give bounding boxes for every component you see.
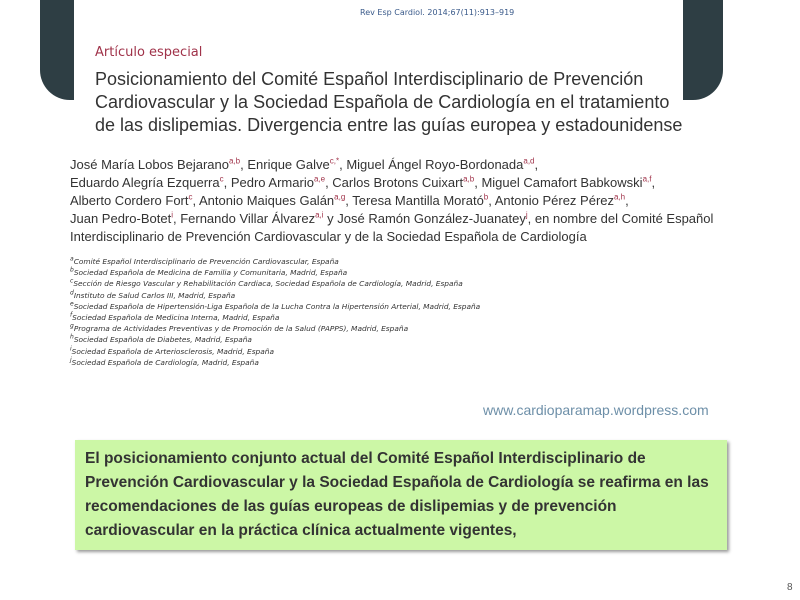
affiliation-text: Sección de Riesgo Vascular y Rehabilitación Cardiaca, Sociedad Española de Cardiología, Madrid, España (73, 279, 463, 289)
author-affiliation-marker: c (219, 174, 224, 184)
author-separator: , (625, 193, 629, 208)
author-separator: y (323, 211, 338, 226)
source-url[interactable]: www.cardioparamap.wordpress.com (483, 402, 709, 418)
affiliation-text: Sociedad Española de Medicina Interna, Madrid, España (72, 313, 280, 323)
author-separator: , (172, 211, 181, 226)
author-name: Miguel Ángel Royo-Bordonada (346, 157, 524, 172)
author-separator: , (223, 175, 231, 190)
affiliation-key: a (70, 255, 74, 263)
author-name: Eduardo Alegría Ezquerra (70, 175, 220, 190)
affiliation-text: Programa de Actividades Preventivas y de Promoción de la Salud (PAPPS), Madrid, España (73, 324, 409, 334)
author-separator: , (325, 175, 333, 190)
author-affiliation-marker: a,e (313, 174, 326, 184)
author-name: Antonio Maiques Galán (199, 193, 335, 208)
highlight-box: El posicionamiento conjunto actual del Comité Español Interdisciplinario de Prevención Cardiovascular y la Sociedad Española de Cardiología se reafirma en las recomendaciones de las guías europeas de dislipemias y de prevención cardiovascular en la práctica clínica actualmente vigentes, (75, 440, 727, 550)
affiliation-item (70, 301, 710, 312)
author-affiliation-marker: a,f (642, 174, 652, 184)
affiliation-key: b (70, 266, 74, 274)
author-name: Carlos Brotons Cuixart (332, 175, 464, 190)
affiliation-item (70, 278, 710, 289)
affiliation-item (70, 290, 710, 301)
affiliation-key: d (70, 289, 74, 297)
affiliation-item (70, 256, 710, 267)
author-list (70, 156, 770, 246)
author-name: Enrique Galve (247, 157, 330, 172)
author-name: Fernando Villar Álvarez (180, 211, 316, 226)
author-affiliation-marker: a,b (463, 174, 475, 184)
affiliation-text: Sociedad Española de Hipertensión-Liga Española de la Lucha Contra la Hipertensión Arterial, Madrid, España (73, 301, 481, 311)
author-separator: , (488, 193, 495, 208)
author-affiliation-marker: b (483, 192, 489, 202)
author-name: Miguel Camafort Babkowski (481, 175, 643, 190)
author-separator: , (339, 157, 347, 172)
page-number: 8 (787, 582, 793, 593)
author-name: Juan Pedro-Botet (70, 211, 172, 226)
author-name: Antonio Pérez Pérez (494, 193, 614, 208)
affiliation-text: Sociedad Española de Cardiología, Madrid, España (71, 357, 259, 367)
author-separator: , (651, 175, 656, 190)
affiliation-text: Comité Español Interdisciplinario de Prevención Cardiovascular, España (73, 257, 339, 266)
author-name: Pedro Armario (230, 175, 314, 190)
affiliation-item (70, 357, 710, 368)
author-name: José Ramón González-Juanatey (337, 211, 526, 226)
author-separator: , (474, 175, 482, 190)
journal-reference: Rev Esp Cardiol. 2014;67(11):913–919 (360, 8, 515, 17)
author-affiliation-marker: a,h (614, 192, 626, 202)
affiliation-text: Instituto de Salud Carlos III, Madrid, España (73, 290, 236, 300)
affiliation-list (70, 256, 710, 368)
author-affiliation-marker: a,i (315, 210, 324, 220)
author-name: Alberto Cordero Fort (70, 193, 189, 208)
affiliation-key: e (70, 300, 74, 308)
affiliation-key: c (70, 277, 74, 285)
author-name: José María Lobos Bejarano (70, 157, 229, 172)
title-line: de las dislipemias. Divergencia entre las guías europea y estadounidense (95, 115, 683, 135)
author-affiliation-marker: c (188, 192, 193, 202)
author-separator: , (534, 157, 539, 172)
affiliation-key: i (70, 345, 72, 353)
author-separator: , (240, 157, 248, 172)
affiliation-text: Sociedad Española de Diabetes, Madrid, España (73, 335, 252, 345)
affiliation-text: Sociedad Española de Arteriosclerosis, Madrid, España (71, 346, 274, 356)
affiliation-key: f (70, 311, 73, 319)
title-line: Cardiovascular y la Sociedad Española de Cardiología en el tratamiento (95, 92, 670, 112)
affiliation-item (70, 346, 710, 357)
author-affiliation-marker: a,g (334, 192, 346, 202)
affiliation-key: h (70, 333, 74, 341)
title-line: Posicionamiento del Comité Español Interdisciplinario de Prevención (95, 69, 644, 89)
affiliation-key: g (70, 322, 74, 330)
article-type: Artículo especial (95, 45, 203, 60)
author-separator: , (345, 193, 353, 208)
author-affiliation-marker: a,b (228, 156, 241, 166)
author-separator: , (192, 193, 200, 208)
affiliation-key: j (70, 356, 72, 364)
author-name: Teresa Mantilla Morató (352, 193, 484, 208)
author-affiliation-marker: c,* (329, 156, 340, 166)
author-separator: , en nombre del Comité Español Interdisciplinario de Prevención Cardiovascular y de la Sociedad Española de Cardiología (70, 211, 714, 244)
decorative-band-left (40, 0, 74, 100)
article-title (95, 68, 715, 137)
affiliation-item (70, 312, 710, 323)
author-affiliation-marker: a,d (523, 156, 535, 166)
affiliation-item (70, 267, 710, 278)
author-affiliation-marker: j (525, 210, 528, 220)
affiliation-item (70, 323, 710, 334)
affiliation-text: Sociedad Española de Medicina de Familia y Comunitaria, Madrid, España (73, 268, 348, 278)
affiliation-item (70, 334, 710, 345)
author-affiliation-marker: i (171, 210, 173, 220)
